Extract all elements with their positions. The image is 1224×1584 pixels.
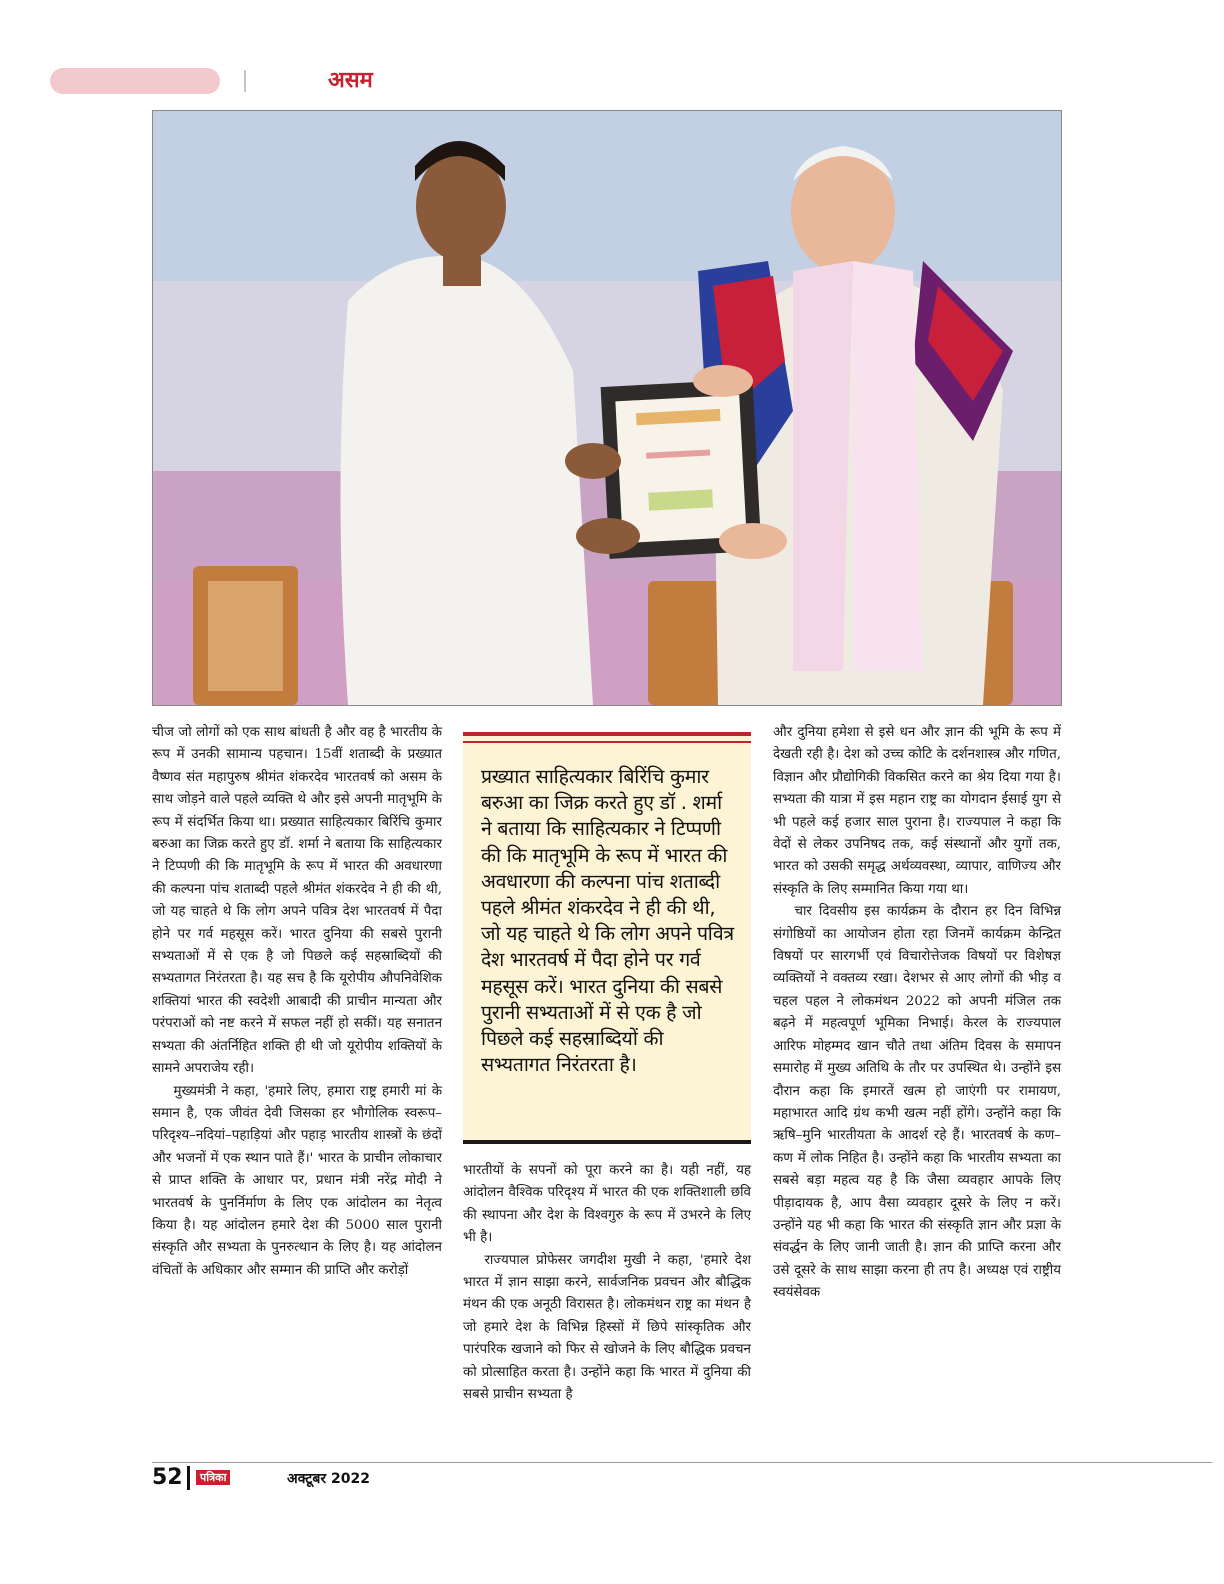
pullquote-rule-top	[463, 732, 751, 736]
article-column-3	[773, 722, 1061, 1305]
pullquote-text: प्रख्यात साहित्यकार बिरिंचि कुमार बरुआ का जिक्र करते हुए डॉ . शर्मा ने बताया कि साहित्यकार ने टिप्पणी की कि मातृभूमि के रूप में भारत की अवधारणा की कल्पना पांच शताब्दी पहले श्रीमंत शंकरदेव ने ही की थी, जो यह चाहते थे कि लोग अपने पवित्र देश भारतवर्ष में पैदा होने पर गर्व महसूस करें। भारत दुनिया की सबसे पुरानी सभ्यताओं में से एक है जो पिछले कई सहस्राब्दियों की सभ्यतागत निरंतरता है।	[481, 765, 734, 1077]
pullquote-box	[463, 732, 751, 1144]
issue-date: अक्टूबर 2022	[287, 1471, 370, 1487]
article-column-2	[463, 1160, 751, 1406]
pullquote-rule-bottom	[463, 1140, 751, 1144]
article-column-1	[152, 722, 442, 1282]
footer-divider	[187, 1466, 190, 1490]
paragraph: और दुनिया हमेशा से इसे धन और ज्ञान की भूमि के रूप में देखती रही है। देश को उच्च कोटि के दर्शनशास्त्र और गणित, विज्ञान और प्रौद्योगिकी विकसित करने का श्रेय दिया गया है। सभ्यता की यात्रा में इस महान राष्ट्र का योगदान ईसाई युग से भी पहले कई हजार साल पुराना है। राज्यपाल ने कहा कि वेदों से लेकर उपनिषद तक, कई संस्थानों और युगों तक, भारत को उसकी समृद्ध अर्थव्यवस्था, व्यापार, वाणिज्य और संस्कृति के लिए सम्मानित किया गया था।	[773, 725, 1061, 897]
photo-illustration	[153, 111, 1061, 705]
gamosa	[793, 261, 853, 671]
section-label-pill	[50, 68, 220, 94]
footer-rule	[152, 1462, 1212, 1463]
page-number: 52	[152, 1465, 183, 1490]
paragraph: चीज जो लोगों को एक साथ बांधती है और वह है भारतीय के रूप में उनकी सामान्य पहचान। 15वीं शताब्दी के प्रख्यात वैष्णव संत महापुरुष श्रीमंत शंकरदेव भारतवर्ष को असम के साथ जोड़ने वाले पहले व्यक्ति थे और इसे अपनी मातृभूमि के रूप में संदर्भित किया था। प्रख्यात साहित्यकार बिरिंचि कुमार बरुआ का जिक्र करते हुए डॉ. शर्मा ने बताया कि साहित्यकार ने टिप्पणी की कि मातृभूमि के रूप में भारत की अवधारणा की कल्पना पांच शताब्दी पहले श्रीमंत शंकरदेव ने ही की थी, जो यह चाहते थे कि लोग अपने पवित्र देश भारतवर्ष में पैदा होने पर गर्व महसूस करें। भारत दुनिया की सबसे पुरानी सभ्यताओं में से एक है जो पिछले कई सहस्राब्दियों की सभ्यतागत निरंतरता है। यह सच है कि यूरोपीय औपनिवेशिक शक्तियां भारत की स्वदेशी आबादी की प्राचीन मान्यता और परंपराओं को नष्ट करने में सफल नहीं हो सकीं। यह सनातन सभ्यता की अंतर्निहित शक्ति ही थी जो यूरोपीय शक्तियों के सामने अपराजेय रही।	[152, 725, 442, 1077]
paragraph: राज्यपाल प्रोफेसर जगदीश मुखी ने कहा, 'हमारे देश भारत में ज्ञान साझा करने, सार्वजनिक प्रवचन और बौद्धिक मंथन की एक अनूठी विरासत है। लोकमंथन राष्ट्र का मंथन है जो हमारे देश के विभिन्न हिस्सों में छिपे सांस्कृतिक और पारंपरिक खजाने को फिर से खोजने के लिए बौद्धिक प्रवचन को प्रोत्साहित करता है। उन्होंने कहा कि भारत में दुनिया की सबसे प्राचीन सभ्यता है	[463, 1252, 751, 1403]
paragraph: मुख्यमंत्री ने कहा, 'हमारे लिए, हमारा राष्ट्र हमारी मां के समान है, एक जीवंत देवी जिसका हर भौगोलिक स्वरूप–परिदृश्य–नदियां–पहाड़ियां और पहाड़ भारतीय शास्त्रों के छंदों और भजनों में एक स्थान पाते हैं।' भारत के प्राचीन लोकाचार से प्राप्त शक्ति के आधार पर, प्रधान मंत्री नरेंद्र मोदी ने भारतवर्ष के पुनर्निर्माण के लिए एक आंदोलन का नेतृत्व किया है। यह आंदोलन हमारे देश की 5000 साल पुरानी संस्कृति और सभ्यता के पुनरुत्थान के लिए है। यह आंदोलन वंचितों के अधिकार और सम्मान की प्राप्ति और करोड़ों	[152, 1083, 442, 1278]
paragraph: भारतीयों के सपनों को पूरा करने का है। यही नहीं, यह आंदोलन वैश्विक परिदृश्य में भारत की एक शक्तिशाली छवि की स्थापना और देश के विश्वगुरु के रूप में उभरने के लिए भी है।	[463, 1163, 751, 1246]
magazine-logo: पत्रिका	[196, 1470, 230, 1485]
section-title: असम	[328, 68, 373, 93]
paragraph: चार दिवसीय इस कार्यक्रम के दौरान हर दिन विभिन्न संगोष्ठियों का आयोजन होता रहा जिनमें कार्यक्रम केन्द्रित विषयों पर सारगर्भी एवं विचारोत्तेजक विषयों पर विशेषज्ञ व्यक्तियों ने वक्तव्य रखा। देशभर से आए लोगों की भीड़ व चहल पहल ने लोकमंथन 2022 को अपनी मंजिल तक बढ़ने में महत्वपूर्ण भूमिका निभाई। केरल के राज्यपाल आरिफ मोहम्मद खान चौते तथा अंतिम दिवस के समापन समारोह में मुख्य अतिथि के तौर पर उपस्थित थे। उन्होंने इस दौरान कहा कि इमारतें खत्म हो जाएंगी पर रामायण, महाभारत आदि ग्रंथ कभी खत्म नहीं होंगे। उन्होंने कहा कि ऋषि–मुनि भारतीयता के आदर्श रहे हैं। भारतवर्ष के कण–कण में लोक निहित है। उन्होंने कहा कि भारतीय सभ्यता का सबसे बड़ा महत्व यह है कि जैसा व्यवहार आपके लिए पीड़ादायक है, आप वैसा व्यवहार दूसरे के लिए न करें। उन्होंने यह भी कहा कि भारत की संस्कृति ज्ञान और प्रज्ञा के संवर्द्धन के लिए जानी जाती है। ज्ञान की प्राप्ति करना और उसे दूसरे के साथ साझा करना ही तप है। अध्यक्ष एवं राष्ट्रीय स्वयंसेवक	[773, 904, 1061, 1301]
header-divider	[244, 70, 246, 92]
pullquote-rule-top-thin	[463, 741, 751, 743]
felicitation-photo	[152, 110, 1062, 706]
